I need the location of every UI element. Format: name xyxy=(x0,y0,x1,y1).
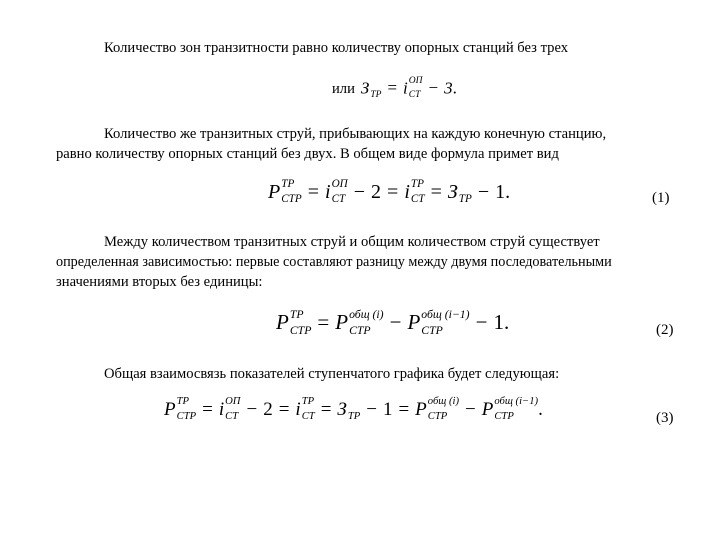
formula-superscript: ТР xyxy=(410,178,424,190)
formula-superscript: ОП xyxy=(408,76,423,86)
formula-superscript: ТР xyxy=(281,178,295,190)
paragraph-line: равно количеству опорных станций без двух. В общем виде формула примет вид xyxy=(56,146,559,162)
paragraph-line xyxy=(56,124,686,144)
paragraph-text: Между количеством транзитных струй и общим количеством струй существует xyxy=(104,234,600,250)
formula-superscript: ТР xyxy=(289,308,304,322)
formula-superscript: общ (i) xyxy=(427,396,460,407)
formula-number: 1 xyxy=(382,399,393,420)
formula-symbol: P xyxy=(481,399,494,420)
formula-superscript: ОП xyxy=(225,396,241,407)
formula-subscript: СТР xyxy=(349,324,371,338)
formula-zones xyxy=(332,78,457,101)
formula-number: 2 xyxy=(263,399,273,420)
formula-end: . xyxy=(538,399,543,420)
formula-symbol: P xyxy=(276,310,289,334)
formula-operator: = xyxy=(202,399,213,420)
formula-subscript: СТ xyxy=(408,89,421,100)
formula-number: 3 xyxy=(444,78,453,98)
equation-number: (1) xyxy=(652,190,670,206)
formula-symbol: P xyxy=(268,180,281,203)
formula-1 xyxy=(268,180,510,206)
formula-operator: − xyxy=(477,180,490,203)
formula-subscript: ТР xyxy=(458,193,472,206)
formula-subscript: СТР xyxy=(421,324,443,338)
formula-symbol: i xyxy=(403,78,408,98)
formula-symbol: P xyxy=(335,310,349,334)
formula-superscript: ОП xyxy=(331,178,348,190)
formula-symbol: З xyxy=(360,78,370,98)
formula-end: . xyxy=(452,78,457,98)
equation-number: (2) xyxy=(656,322,674,338)
formula-subscript: ТР xyxy=(347,410,361,422)
formula-operator: = xyxy=(430,180,442,203)
formula-symbol: i xyxy=(404,180,410,203)
formula-operator: = xyxy=(317,310,330,334)
formula-operator: = xyxy=(387,78,398,98)
formula-operator: − xyxy=(428,78,439,98)
formula-subscript: СТР xyxy=(176,410,197,422)
formula-operator: = xyxy=(307,180,320,203)
formula-symbol: P xyxy=(415,399,427,420)
formula-subscript: СТР xyxy=(427,410,448,422)
formula-operator: − xyxy=(246,399,258,420)
paragraph-relation xyxy=(56,232,686,292)
formula-operator: − xyxy=(366,399,377,420)
formula-subscript: ТР xyxy=(370,89,382,100)
formula-symbol: З xyxy=(337,399,347,420)
formula-operator: = xyxy=(387,180,399,203)
formula-operator: − xyxy=(465,399,476,420)
paragraph-text: Общая взаимосвязь показателей ступенчатого графика будет следующая: xyxy=(104,366,560,382)
paragraph-general xyxy=(56,364,686,384)
paragraph-zones xyxy=(56,38,686,58)
formula-symbol: i xyxy=(295,399,301,420)
formula-subscript: СТР xyxy=(494,410,514,422)
paragraph-text: Количество же транзитных струй, прибывающих на каждую конечную станцию, xyxy=(104,126,607,142)
paragraph-transit-streams xyxy=(56,124,686,164)
formula-superscript: ТР xyxy=(301,396,315,407)
formula-number: 1. xyxy=(493,310,510,334)
formula-operator: = xyxy=(278,399,290,420)
formula-symbol: i xyxy=(218,399,225,420)
equation-number: (3) xyxy=(656,410,674,426)
paragraph-text: Количество зон транзитности равно количеству опорных станций без трех xyxy=(104,40,569,56)
formula-subscript: СТ xyxy=(410,193,425,206)
formula-symbol: З xyxy=(447,180,458,203)
formula-symbol: P xyxy=(407,310,421,334)
formula-operator: − xyxy=(475,310,488,334)
formula-2 xyxy=(276,310,509,338)
formula-subscript: СТР xyxy=(289,324,312,338)
formula-superscript: общ (i) xyxy=(349,308,384,322)
formula-superscript: общ (i−1) xyxy=(421,308,470,322)
formula-3 xyxy=(164,398,543,423)
formula-operator: − xyxy=(389,310,402,334)
formula-subscript: СТ xyxy=(331,193,346,206)
formula-symbol: P xyxy=(164,399,176,420)
formula-operator: = xyxy=(398,399,410,420)
paragraph-line: определенная зависимостью: первые составляют разницу между двумя последовательными xyxy=(56,254,612,270)
formula-subscript: СТР xyxy=(281,193,302,206)
formula-number: 1. xyxy=(495,180,511,203)
paragraph-line xyxy=(56,232,686,252)
formula-superscript: общ (i−1) xyxy=(494,396,539,407)
formula-superscript: ТР xyxy=(176,396,190,407)
formula-subscript: СТ xyxy=(301,410,315,422)
formula-number: 2 xyxy=(371,180,382,203)
formula-subscript: СТ xyxy=(225,410,239,422)
formula-symbol: i xyxy=(325,180,331,203)
formula-operator: − xyxy=(353,180,366,203)
formula-prefix: или xyxy=(332,81,355,98)
paragraph-line: значениями вторых без единицы: xyxy=(56,274,263,290)
formula-operator: = xyxy=(320,399,332,420)
